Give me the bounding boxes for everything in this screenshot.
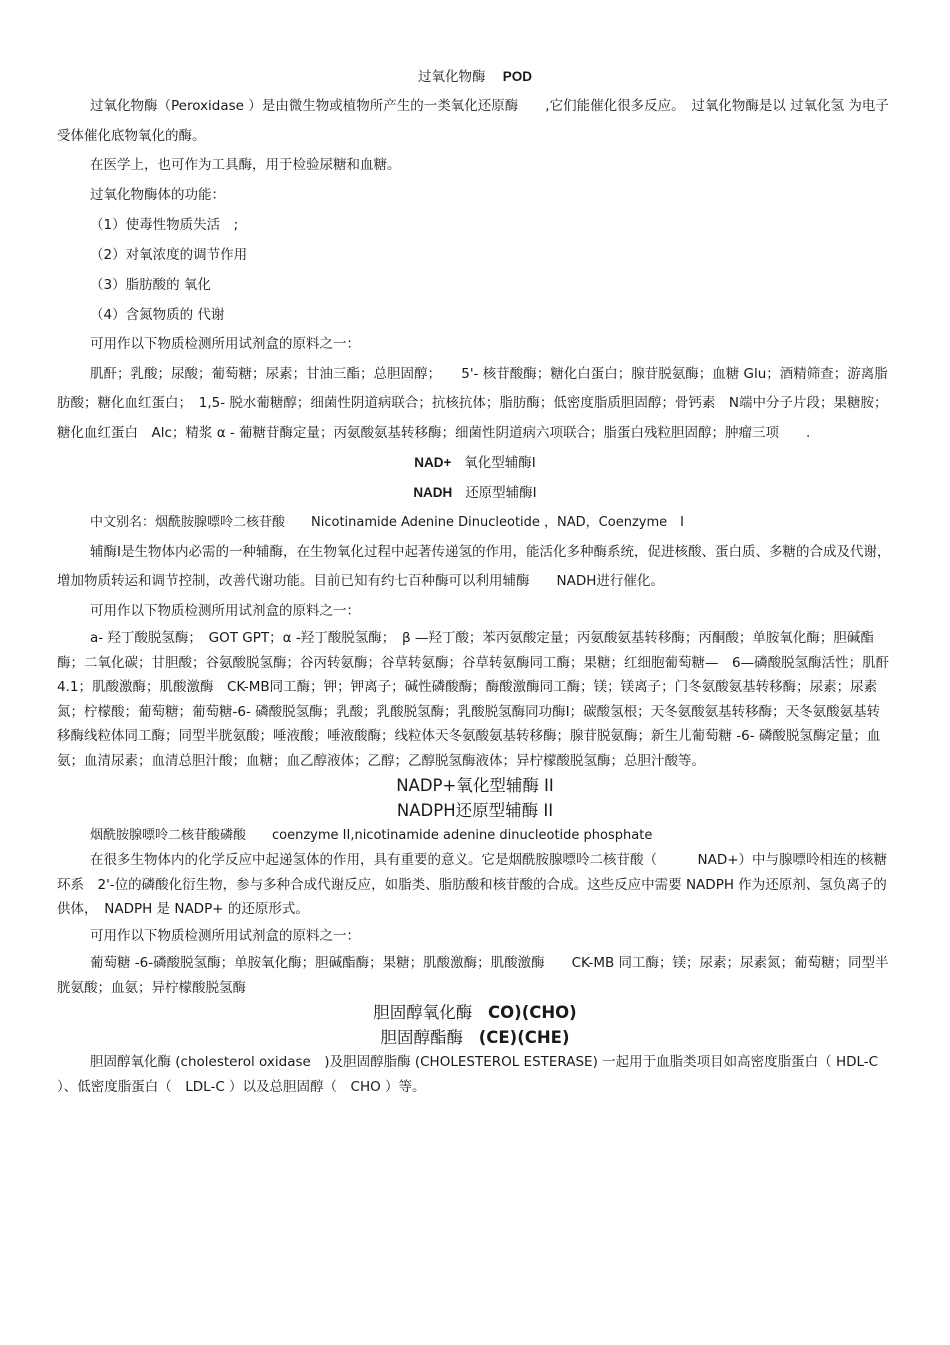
nadh-cn: 还原型辅酶Ⅰ xyxy=(465,485,537,501)
pod-title-en: POD xyxy=(502,69,532,84)
nadp-plus-heading: NADP+氧化型辅酶 II xyxy=(396,776,554,795)
nad-kit-intro: 可用作以下物质检测所用试剂盒的原料之一： xyxy=(90,602,360,619)
nadh-en: NADH xyxy=(413,485,453,500)
nad-plus-en: NAD+ xyxy=(414,455,452,470)
pod-function-item: （1）使毒性物质失活 ; xyxy=(90,217,239,233)
nadp-description: 在很多生物体内的化学反应中起递氢体的作用，具有重要的意义。它是烟酰胺腺嘌呤二核苷酸（ NAD+）中与腺嘌呤相连的核糖环系 2'-位的磷酸化衍生物，参与多种合成代谢反应，如脂类、脂肪酸和核苷酸的合成。这些反应中需要 NADPH 作为还原剂、氢负离子的供体， NADPH 是 NADP+ 的还原形式。 xyxy=(57,852,888,917)
cholesterol-description: 胆固醇氧化酶 (cholesterol oxidase )及胆固醇脂酶 (CHOLESTEROL ESTERASE) 一起用于血脂类项目如高密度脂蛋白（ HDL-C ）、低密度脂蛋白（ LDL-C ）以及总胆固醇（ CHO ）等。 xyxy=(57,1054,879,1095)
pod-paragraph-2: 在医学上，也可作为工具酶，用于检验尿糖和血糖。 xyxy=(90,157,401,173)
cholesterol-esterase-heading xyxy=(57,1025,893,1050)
nadp-kit-list: 葡萄糖 -6-磷酸脱氢酶；单胺氧化酶；胆碱酯酶；果糖；肌酸激酶；肌酸激酶 CK-MB 同工酶；镁；尿素；尿素氮；葡萄糖；同型半胱氨酸；血氨；异柠檬酸脱氢酶 xyxy=(57,955,889,996)
pod-kit-list: 肌酐；乳酸；尿酸；葡萄糖；尿素；甘油三酯；总胆固醇； 5'- 核苷酸酶；糖化白蛋白；腺苷脱氨酶；血糖 Glu；酒精筛查；游离脂肪酸；糖化血红蛋白； 1,5- 脱水葡糖醇；细菌性阴道病联合；抗核抗体；脂肪酶；低密度脂质胆固醇；骨钙素 N端中分子片段；果糖胺；糖化血红蛋白 Alc；精浆 α - 葡糖苷酶定量；丙氨酸氨基转移酶；细菌性阴道病六项联合；脂蛋白残粒胆固醇；肿瘤三项 . xyxy=(57,365,888,441)
pod-paragraph-1: 过氧化物酶（Peroxidase ）是由微生物或植物所产生的一类氧化还原酶 ,它们能催化很多反应。 过氧化物酶是以 过氧化氢 为电子受体催化底物氧化的酶。 xyxy=(57,98,889,144)
pod-function-item: （4）含氮物质的 代谢 xyxy=(90,307,225,323)
cholesterol-esterase-cn: 胆固醇酯酶 xyxy=(380,1028,463,1047)
pod-function-item: （2）对氧浓度的调节作用 xyxy=(90,247,248,263)
nad-plus-cn: 氧化型辅酶Ⅰ xyxy=(464,455,536,471)
cholesterol-oxidase-cn: 胆固醇氧化酶 xyxy=(373,1003,473,1022)
nadh-heading xyxy=(57,478,893,508)
document-body xyxy=(57,62,903,1100)
pod-kit-intro: 可用作以下物质检测所用试剂盒的原料之一： xyxy=(90,336,360,352)
nad-description: 辅酶Ⅰ是生物体内必需的一种辅酶，在生物氧化过程中起著传递氢的作用，能活化多种酶系统，促进核酸、蛋白质、多糖的合成及代谢，增加物质转运和调节控制，改善代谢功能。目前已知有约七百种酶可以利用辅酶 NADH进行催化。 xyxy=(57,543,891,589)
nadph-heading: NADPH还原型辅酶 II xyxy=(396,801,554,820)
pod-function-item: （3）脂肪酸的 氧化 xyxy=(90,277,211,293)
nad-plus-heading xyxy=(57,448,893,478)
nadp-kit-intro: 可用作以下物质检测所用试剂盒的原料之一： xyxy=(90,927,360,944)
pod-heading xyxy=(57,62,893,92)
cholesterol-esterase-en: (CE)(CHE) xyxy=(478,1028,570,1047)
cholesterol-oxidase-heading xyxy=(57,1000,893,1025)
nadp-alias: 烟酰胺腺嘌呤二核苷酸磷酸 coenzyme II,nicotinamide adenine dinucleotide phosphate xyxy=(90,828,653,843)
pod-title-cn: 过氧化物酶 xyxy=(418,69,486,85)
pod-functions-title: 过氧化物酶体的功能： xyxy=(90,186,225,203)
nad-kit-list: a- 羟丁酸脱氢酶； GOT GPT；α -羟丁酸脱氢酶； β —羟丁酸；苯丙氨酸定量；丙氨酸氨基转移酶；丙酮酸；单胺氧化酶；胆碱酯酶；二氧化碳；甘胆酸；谷氨酸脱氢酶；谷丙转氨酶；谷草转氨酶；谷草转氨酶同工酶；果糖；红细胞葡萄糖— 6—磷酸脱氢酶活性；肌酐 4.1；肌酸激酶；肌酸激酶 CK-MB同工酶；钾；钾离子；碱性磷酸酶；酶酸激酶同工酶；镁；镁离子；门冬氨酸氨基转移酶；尿素；尿素氮；柠檬酸；葡萄糖；葡萄糖-6- 磷酸脱氢酶；乳酸；乳酸脱氢酶；乳酸脱氢酶同功酶Ⅰ；碳酸氢根；天冬氨酸氨基转移酶；天冬氨酸氨基转移酶线粒体同工酶；同型半胱氨酸；唾液酸；唾液酸酶；线粒体天冬氨酸氨基转移酶；腺苷脱氨酶；新生儿葡萄糖 -6- 磷酸脱氢酶定量；血氨；血清尿素；血清总胆汁酸；血糖；血乙醇液体；乙醇；乙醇脱氢酶液体；异柠檬酸脱氢酶；总胆汁酸等。 xyxy=(57,630,903,769)
cholesterol-oxidase-en: CO)(CHO) xyxy=(488,1003,577,1022)
nad-alias: 中文别名：烟酰胺腺嘌呤二核苷酸 Nicotinamide Adenine Dinucleotide ，NAD，Coenzyme Ⅰ xyxy=(90,515,684,530)
